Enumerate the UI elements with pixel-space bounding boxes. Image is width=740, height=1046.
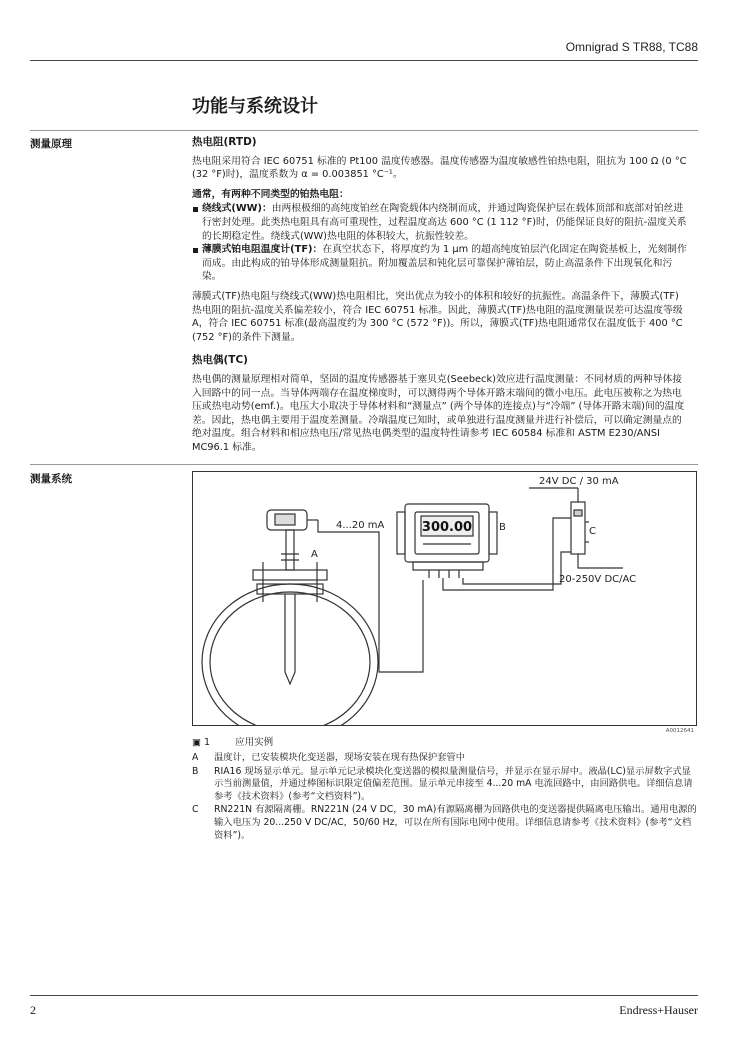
ac-supply-label: 20-250V DC/AC bbox=[559, 574, 637, 585]
principle-content bbox=[192, 136, 687, 460]
rtd-type-list bbox=[192, 202, 687, 284]
footer-rule bbox=[30, 995, 698, 996]
application-figure bbox=[192, 471, 697, 726]
list-item bbox=[192, 202, 687, 243]
figure-icon: ▣ bbox=[192, 737, 201, 748]
section-divider bbox=[30, 130, 698, 131]
bullet-term: 薄膜式铂电阻温度计(TF)： bbox=[202, 244, 323, 256]
rtd-heading: 热电阻(RTD) bbox=[192, 136, 257, 148]
system-label: 测量系统 bbox=[30, 473, 72, 485]
tc-heading: 热电偶(TC) bbox=[192, 354, 248, 367]
signal-label: 4...20 mA bbox=[336, 520, 385, 531]
figure-code: A0012641 bbox=[665, 728, 694, 734]
bullet-term: 绕线式(WW)： bbox=[202, 203, 272, 215]
thermowell bbox=[285, 594, 295, 684]
legend-text: RN221N 有源隔离栅。RN221N (24 V DC，30 mA)有源隔离栅为回路供电的变送器提供隔离电压输出。通用电源的输入电压为 20...250 V DC/AC，50/60 Hz，可以在所有国际电网中使用。详细信息请参考《技术资料》(参考“文档资料”)。 bbox=[214, 804, 697, 841]
list-item bbox=[192, 766, 697, 804]
section-title: 功能与系统设计 bbox=[192, 96, 318, 117]
legend-key: C bbox=[192, 804, 199, 816]
list-item bbox=[192, 243, 687, 284]
list-item bbox=[192, 804, 697, 842]
legend-text: 温度计，已安装模块化变送器，现场安装在现有热保护套管中 bbox=[214, 752, 466, 763]
document-title: Omnigrad S TR88, TC88 bbox=[565, 40, 698, 54]
figure-caption bbox=[192, 734, 273, 748]
caption-text: 应用实例 bbox=[235, 737, 274, 748]
legend-key: A bbox=[192, 752, 199, 763]
legend-text: RIA16 现场显示单元。显示单元记录模块化变送器的模拟量测量信号，并显示在显示屏中。液晶(LC)显示屏数字式显示当前测量值，并通过棒图标识限定值偏差范围。显示单元串接至 4...20 mA 电流回路中，由回路供电。详细信息请参考《技术资料》(参考“文档资料”)。 bbox=[214, 765, 693, 802]
figure-number: 1 bbox=[204, 737, 211, 748]
principle-label: 测量原理 bbox=[30, 138, 72, 150]
brand-name: Endress+Hauser bbox=[619, 1003, 698, 1017]
page-number: 2 bbox=[30, 1003, 36, 1017]
label-c: C bbox=[589, 526, 596, 537]
flange-upper bbox=[253, 570, 327, 580]
section-divider bbox=[30, 464, 698, 465]
pipe-inner bbox=[210, 592, 370, 725]
dc-supply-label: 24V DC / 30 mA bbox=[539, 476, 619, 487]
header-rule bbox=[30, 60, 698, 61]
legend-key: B bbox=[192, 765, 199, 777]
tc-paragraph: 热电偶的测量原理相对简单，坚固的温度传感器基于塞贝克(Seebeck)效应进行温度测量：不同材质的两种导体接入回路中的同一点。当导体两端存在温度梯度时，可以测得两个导体开路末端间的微小电压。此电压被称之为热电压或热电动势(emf.)。电压大小取决于导体材料和“测量点” (两个导体的连接点)与“冷端” (导体开路末端)间的温度差。因此，热电偶主要用于温度差测量。冷端温度已知时，或单独进行温度测量并进行补偿后，可以确定测量点的绝对温度。组合材料和相应热电压/常见热电偶类型的温度特性请参考 IEC 60584 标准和 ASTM E230/ANSI MC96.1 标准。 bbox=[192, 373, 685, 453]
label-a: A bbox=[311, 549, 318, 560]
types-heading: 通常，有两种不同类型的铂热电阻： bbox=[192, 188, 349, 200]
bullet-text: 由两根极细的高纯度铂丝在陶瓷载体内绕制而成，并通过陶瓷保护层在载体顶部和底部对铂丝进行密封处理。此类热电阻具有高可重现性，过程温度高达 600 °C (1 112 °F)时，仍能保证良好的阻抗-温度关系的长期稳定性。绕线式(WW)热电阻的体积较大，抗振性较差。 bbox=[202, 203, 687, 242]
figure-legend bbox=[192, 752, 697, 843]
figure-drawing bbox=[193, 472, 696, 725]
bullet-text: 在真空状态下，将厚度约为 1 μm 的超高纯度铂层汽化固定在陶瓷基板上，光刻制作而成。由此构成的铂导体形成测量阻抗。附加覆盖层和钝化层可靠保护薄铂层，防止高温条件下出现氧化和污染。 bbox=[202, 244, 687, 283]
rtd-intro: 热电阻采用符合 IEC 60751 标准的 Pt100 温度传感器。温度传感器为温度敏感性铂热电阻，阻抗为 100 Ω (0 °C (32 °F)时)，温度系数为 α = 0.003851 °C⁻¹。 bbox=[192, 155, 687, 181]
tf-paragraph: 薄膜式(TF)热电阻与绕线式(WW)热电阻相比，突出优点为较小的体积和较好的抗振性。高温条件下，薄膜式(TF)热电阻的阻抗-温度关系偏差较小，符合 IEC 60751 标准。因此，薄膜式(TF)热电阻的温度测量误差可达温度等级 A，符合 IEC 60751 标准(最高温度约为 300 °C (572 °F))。所以，薄膜式(TF)热电阻通常仅在温度低于 400 °C (752 °F)的条件下测量。 bbox=[192, 290, 683, 343]
display-readout: 300.00 bbox=[421, 520, 473, 535]
label-b: B bbox=[499, 522, 506, 533]
pipe-outer bbox=[202, 584, 378, 725]
list-item bbox=[192, 752, 697, 765]
